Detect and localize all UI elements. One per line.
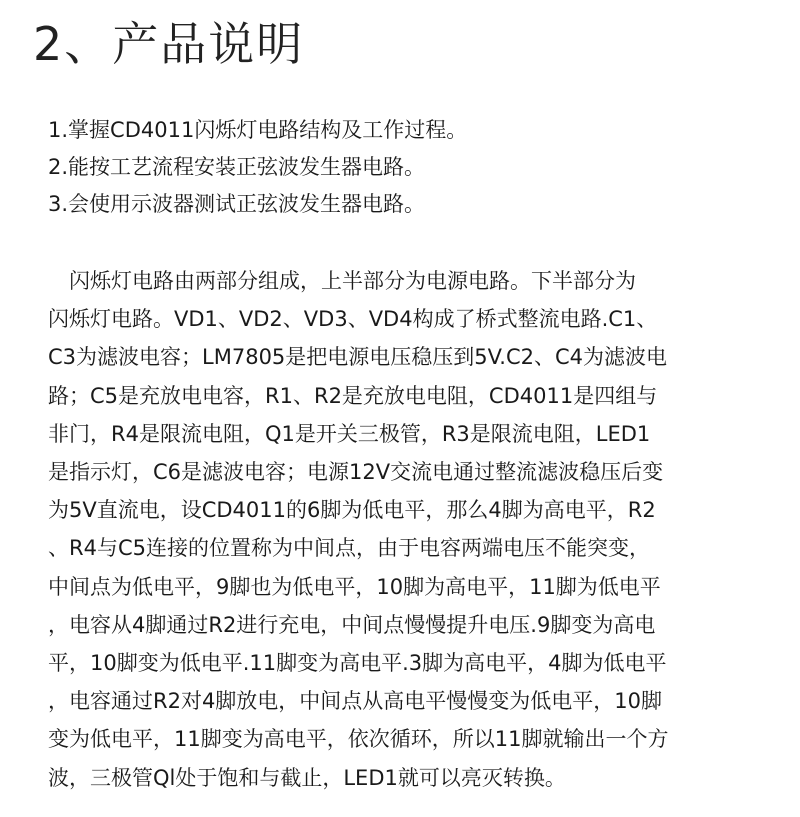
- paragraph-line: ，电容通过R2对4脚放电，中间点从高电平慢慢变为低电平，10脚: [48, 689, 663, 714]
- paragraph-line: 平，10脚变为低电平.11脚变为高电平.3脚为高电平，4脚为低电平: [48, 651, 667, 676]
- paragraph-line: 波，三极管Ql处于饱和与截止，LED1就可以亮灭转换。: [48, 765, 566, 790]
- objective-item: 2.能按工艺流程安装正弦波发生器电路。: [48, 155, 426, 179]
- paragraph-line: 闪烁灯电路由两部分组成，上半部分为电源电路。下半部分为: [48, 269, 636, 293]
- description-paragraph: [48, 262, 760, 797]
- paragraph-line: 为5V直流电，设CD4011的6脚为低电平，那么4脚为高电平，R2: [48, 498, 656, 523]
- paragraph-line: 中间点为低电平，9脚也为低电平，10脚为高电平，11脚为低电平: [48, 574, 661, 599]
- objective-item: 1.掌握CD4011闪烁灯电路结构及工作过程。: [48, 118, 468, 142]
- paragraph-line: 是指示灯，C6是滤波电容；电源12V交流电通过整流滤波稳压后变: [48, 460, 664, 485]
- objectives-list: [48, 112, 467, 223]
- paragraph-line: 闪烁灯电路。VD1、VD2、VD3、VD4构成了桥式整流电路.C1、: [48, 307, 658, 332]
- paragraph-line: 变为低电平，11脚变为高电平，依次循环，所以11脚就输出一个方: [48, 727, 669, 752]
- paragraph-line: 非门，R4是限流电阻，Q1是开关三极管，R3是限流电阻，LED1: [48, 421, 651, 446]
- paragraph-line: C3为滤波电容；LM7805是把电源电压稳压到5V.C2、C4为滤波电: [48, 345, 668, 370]
- objective-item: 3.会使用示波器测试正弦波发生器电路。: [48, 192, 426, 216]
- paragraph-line: 、R4与C5连接的位置称为中间点，由于电容两端电压不能突变，: [48, 536, 650, 561]
- paragraph-line: ，电容从4脚通过R2进行充电，中间点慢慢提升电压.9脚变为高电: [48, 612, 656, 637]
- paragraph-line: 路；C5是充放电电容，R1、R2是充放电电阻，CD4011是四组与: [48, 383, 658, 408]
- page-title: 2、产品说明: [33, 17, 305, 71]
